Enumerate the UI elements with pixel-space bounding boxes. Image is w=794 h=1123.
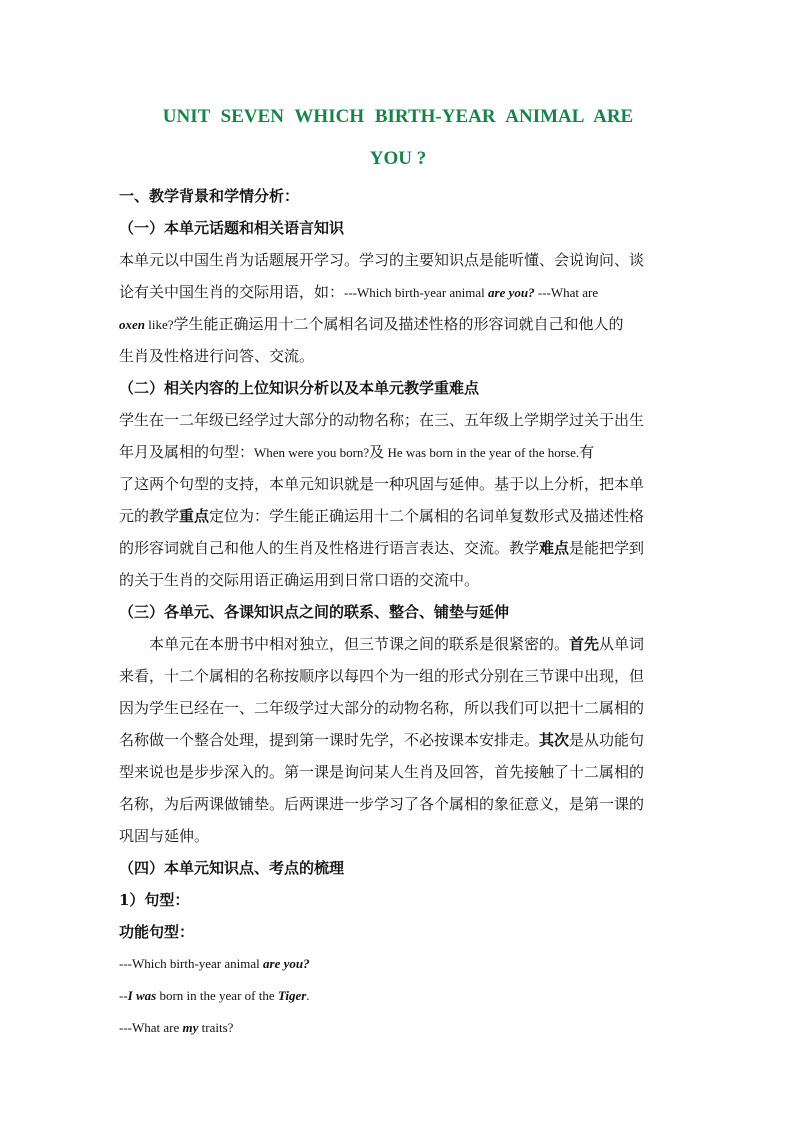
text-span: 名称做一个整合处理，提到第一课时先学，不必按课本安排走。	[119, 731, 540, 749]
paragraph-3-line: 因为学生已经在一、二年级学过大部分的动物名称，所以我们可以把十二属相的	[119, 699, 645, 717]
example-sentence	[119, 948, 675, 980]
english-text: traits?	[198, 1020, 234, 1035]
english-text: ---What are	[119, 1020, 183, 1035]
text-span: 有	[579, 443, 595, 461]
subsection-heading-1: （一）本单元话题和相关语言知识	[119, 219, 345, 237]
text-span: 是能把学到	[569, 539, 645, 557]
text-span: 年月及属相的句型：	[119, 443, 255, 461]
paragraph-2-line	[119, 532, 675, 564]
text-span: 从单词	[599, 635, 645, 653]
paragraph-2-line: 了这两个句型的支持，本单元知识就是一种巩固与延伸。基于以上分析，把本单	[119, 475, 645, 493]
english-text: like?	[145, 317, 174, 332]
subsection-heading-2: （二）相关内容的上位知识分析以及本单元教学重难点	[119, 379, 480, 397]
section-heading-1: 一、教学背景和学情分析：	[119, 187, 300, 205]
english-text: ---What are	[534, 285, 599, 300]
emphasis-text: 其次	[539, 731, 570, 749]
emphasis-text: Tiger	[277, 988, 307, 1003]
paragraph-3-line	[119, 628, 675, 660]
paragraph-2-line	[119, 436, 675, 468]
unit-title-line2: YOU ?	[369, 148, 427, 169]
english-text: ---Which birth-year animal	[344, 285, 489, 300]
text-span: 元的教学	[119, 507, 180, 525]
emphasis-text: 难点	[539, 539, 570, 557]
paragraph-1-line	[119, 308, 675, 340]
subsection-heading-4: （四）本单元知识点、考点的梳理	[119, 859, 345, 877]
text-span: 学生能正确运用十二个属相名词及描述性格的形容词就自己和他人的	[173, 315, 624, 333]
text-span: 论有关中国生肖的交际用语，如：	[119, 283, 345, 301]
text-span: 本单元在本册书中相对独立，但三节课之间的联系是很紧密的。	[149, 635, 570, 653]
english-text: --	[119, 988, 128, 1003]
emphasis-text: 重点	[179, 507, 210, 525]
paragraph-3-line	[119, 724, 675, 756]
example-sentence	[119, 980, 675, 1012]
functional-pattern-heading: 功能句型：	[119, 923, 195, 941]
subsection-heading-3: （三）各单元、各课知识点之间的联系、整合、铺垫与延伸	[119, 603, 510, 621]
paragraph-1-line: 生肖及性格进行问答、交流。	[119, 347, 315, 365]
english-text: ---Which birth-year animal	[119, 956, 264, 971]
paragraph-2-line: 学生在一二年级已经学过大部分的动物名称；在三、五年级上学期学过关于出生	[119, 411, 645, 429]
english-text: .	[306, 988, 310, 1003]
unit-title-line1: UNIT SEVEN WHICH BIRTH-YEAR ANIMAL ARE	[162, 106, 634, 127]
emphasis-text: are you?	[488, 285, 535, 300]
english-text: born in the year of the	[156, 988, 278, 1003]
text-span: 的形容词就自己和他人的生肖及性格进行语言表达、交流。教学	[119, 539, 540, 557]
text-span: 及	[369, 443, 385, 461]
emphasis-text: 首先	[569, 635, 600, 653]
example-sentence	[119, 1012, 675, 1044]
paragraph-2-line	[119, 500, 675, 532]
paragraph-3-line: 名称，为后两课做铺垫。后两课进一步学习了各个属相的象征意义，是第一课的	[119, 795, 645, 813]
text-span: 定位为：学生能正确运用十二个属相的名词单复数形式及描述性格	[209, 507, 645, 525]
emphasis-text: are you?	[263, 956, 310, 971]
paragraph-2-line: 的关于生肖的交际用语正确运用到日常口语的交流中。	[119, 571, 480, 589]
emphasis-text: oxen	[119, 317, 145, 332]
paragraph-1-line: 本单元以中国生肖为话题展开学习。学习的主要知识点是能听懂、会说询问、谈	[119, 251, 645, 269]
document-body	[119, 180, 675, 1044]
paragraph-1-line	[119, 276, 675, 308]
text-span: 是从功能句	[569, 731, 645, 749]
paragraph-3-line: 来看，十二个属相的名称按顺序以每四个为一组的形式分别在三节课中出现，但	[119, 667, 645, 685]
emphasis-text: I was	[127, 988, 157, 1003]
english-text: He was born in the year of the horse.	[384, 445, 580, 460]
emphasis-text: my	[182, 1020, 199, 1035]
paragraph-3-line: 巩固与延伸。	[119, 827, 210, 845]
paragraph-3-line: 型来说也是步步深入的。第一课是询问某人生肖及回答，首先接触了十二属相的	[119, 763, 645, 781]
english-text: When were you born?	[254, 445, 370, 460]
sentence-pattern-heading: 1）句型：	[119, 891, 190, 909]
